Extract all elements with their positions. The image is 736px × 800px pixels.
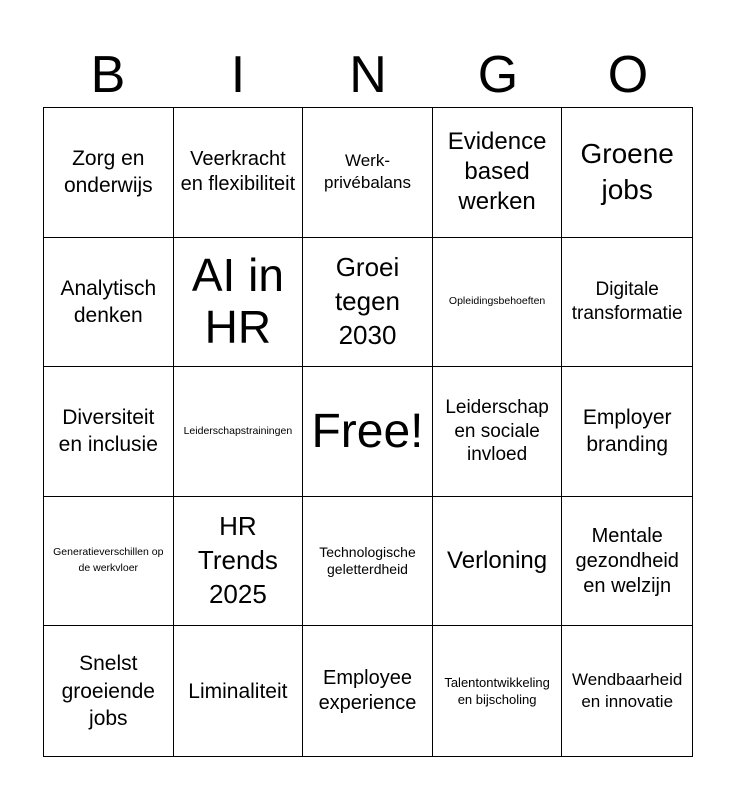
bingo-cell-r5c4[interactable] (433, 626, 563, 756)
bingo-cell-r4c1[interactable] (44, 497, 174, 627)
free-space-label: Free! (311, 404, 424, 458)
cell-label: Diversiteit en inclusie (58, 406, 158, 457)
bingo-cell-r3c4[interactable] (433, 367, 563, 497)
bingo-cell-r2c5[interactable] (562, 238, 692, 368)
cell-label: HR Trends 2025 (197, 511, 278, 609)
cell-label: Employee experience (318, 667, 417, 715)
cell-label: Evidence based werken (447, 128, 547, 216)
cell-label: Employer branding (582, 406, 672, 457)
cell-label: Groei tegen 2030 (334, 252, 401, 350)
cell-label: Digitale transformatie (571, 279, 683, 324)
cell-label: Wendbaarheid en innovatie (572, 670, 683, 712)
bingo-cell-r5c1[interactable] (44, 626, 174, 756)
bingo-cell-r2c1[interactable] (44, 238, 174, 368)
bingo-cell-r1c1[interactable] (44, 108, 174, 238)
bingo-cell-r5c3[interactable] (303, 626, 433, 756)
cell-label: Leiderschap en sociale invloed (445, 396, 549, 466)
cell-label: Generatieverschillen op de werkvloer (53, 546, 164, 575)
cell-label: Talentontwikkeling en bijscholing (444, 674, 550, 708)
cell-label: Mentale gezondheid en welzijn (575, 524, 679, 597)
bingo-cell-r4c5[interactable] (562, 497, 692, 627)
bingo-cell-r1c3[interactable] (303, 108, 433, 238)
bingo-cell-r4c3[interactable] (303, 497, 433, 627)
header-letter-o: O (607, 46, 649, 104)
bingo-cell-r2c2[interactable] (174, 238, 304, 368)
header-letter-i: I (230, 46, 246, 104)
bingo-cell-r3c1[interactable] (44, 367, 174, 497)
header-letter-b: B (90, 46, 126, 104)
cell-label: Werk-privébalans (324, 151, 411, 193)
cell-label: Analytisch denken (60, 276, 157, 327)
bingo-board (43, 107, 693, 757)
cell-label: Liminaliteit (188, 679, 288, 703)
bingo-cell-r2c3[interactable] (303, 238, 433, 368)
bingo-cell-r1c5[interactable] (562, 108, 692, 238)
cell-label: Opleidingsbehoeften (448, 295, 546, 308)
bingo-cell-r3c2[interactable] (174, 367, 304, 497)
header-letter-n: N (349, 46, 387, 104)
bingo-cell-r3c5[interactable] (562, 367, 692, 497)
cell-label: Technologische geletterdheid (319, 543, 416, 578)
bingo-cell-r5c2[interactable] (174, 626, 304, 756)
cell-label: Verloning (447, 547, 548, 575)
bingo-cell-r4c2[interactable] (174, 497, 304, 627)
bingo-cell-r1c4[interactable] (433, 108, 563, 238)
bingo-cell-r1c2[interactable] (174, 108, 304, 238)
header-letter-g: G (477, 46, 519, 104)
bingo-header (43, 44, 693, 106)
bingo-cell-r2c4[interactable] (433, 238, 563, 368)
cell-label: Veerkracht en flexibiliteit (180, 148, 296, 196)
cell-label: Leiderschapstrainingen (183, 424, 293, 437)
cell-label: AI in HR (191, 249, 284, 353)
free-space-cell[interactable] (303, 367, 433, 497)
cell-label: Snelst groeiende jobs (61, 652, 155, 730)
cell-label: Groene jobs (580, 137, 674, 206)
bingo-cell-r4c4[interactable] (433, 497, 563, 627)
cell-label: Zorg en onderwijs (63, 147, 153, 198)
bingo-cell-r5c5[interactable] (562, 626, 692, 756)
